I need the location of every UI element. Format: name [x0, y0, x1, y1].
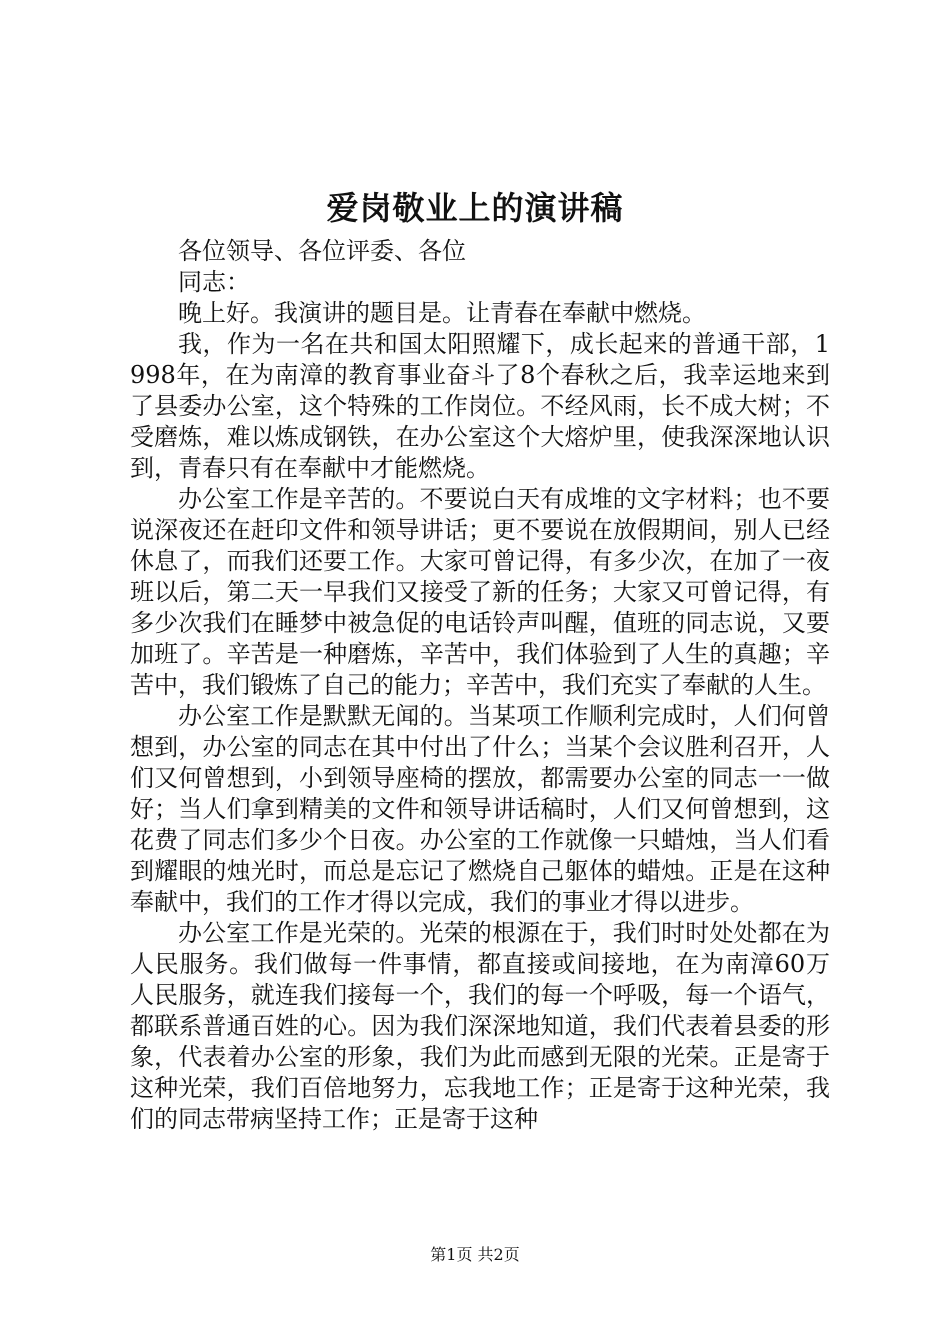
page-number-footer: 第1页 共2页 — [430, 1245, 520, 1264]
paragraph-salutation: 各位领导、各位评委、各位 — [178, 237, 466, 265]
document-title: 爱岗敬业上的演讲稿 — [326, 189, 624, 227]
paragraph: 办公室工作是辛苦的。不要说白天有成堆的文字材料；也不要说深夜还在赶印文件和领导讲话；更不要说在放假期间，别人已经休息了，而我们还要工作。大家可曾记得，有多少次，在加了一夜班以后，第二天一早我们又接受了新的任务；大家又可曾记得，有多少次我们在睡梦中被急促的电话铃声叫醒，值班的同志说，又要加班了。辛苦是一种磨炼，辛苦中，我们体验到了人生的真趣；辛苦中，我们锻炼了自己的能力；辛苦中，我们充实了奉献的人生。 — [130, 485, 830, 699]
paragraph: 办公室工作是光荣的。光荣的根源在于，我们时时处处都在为人民服务。我们做每一件事情，都直接或间接地，在为南漳60万人民服务，就连我们接每一个，我们的每一个呼吸，每一个语气，都联系普通百姓的心。因为我们深深地知道，我们代表着县委的形象，代表着办公室的形象，我们为此而感到无限的光荣。正是寄于这种光荣，我们百倍地努力，忘我地工作；正是寄于这种光荣，我们的同志带病坚持工作；正是寄于这种 — [130, 919, 830, 1133]
paragraph: 我，作为一名在共和国太阳照耀下，成长起来的普通干部，1998年，在为南漳的教育事业奋斗了8个春秋之后，我幸运地来到了县委办公室，这个特殊的工作岗位。不经风雨，长不成大树；不受磨炼，难以炼成钢铁，在办公室这个大熔炉里，使我深深地认识到，青春只有在奉献中才能燃烧。 — [130, 330, 830, 482]
paragraph: 办公室工作是默默无闻的。当某项工作顺利完成时，人们何曾想到，办公室的同志在其中付出了什么；当某个会议胜利召开，人们又何曾想到，小到领导座椅的摆放，都需要办公室的同志一一做好；当人们拿到精美的文件和领导讲话稿时，人们又何曾想到，这花费了同志们多少个日夜。办公室的工作就像一只蜡烛，当人们看到耀眼的烛光时，而总是忘记了燃烧自己躯体的蜡烛。正是在这种奉献中，我们的工作才得以完成，我们的事业才得以进步。 — [130, 702, 830, 916]
document-body — [130, 236, 830, 1135]
paragraph-salutation-cont: 同志： — [178, 268, 250, 296]
paragraph-greeting: 晚上好。我演讲的题目是。让青春在奉献中燃烧。 — [178, 299, 706, 327]
